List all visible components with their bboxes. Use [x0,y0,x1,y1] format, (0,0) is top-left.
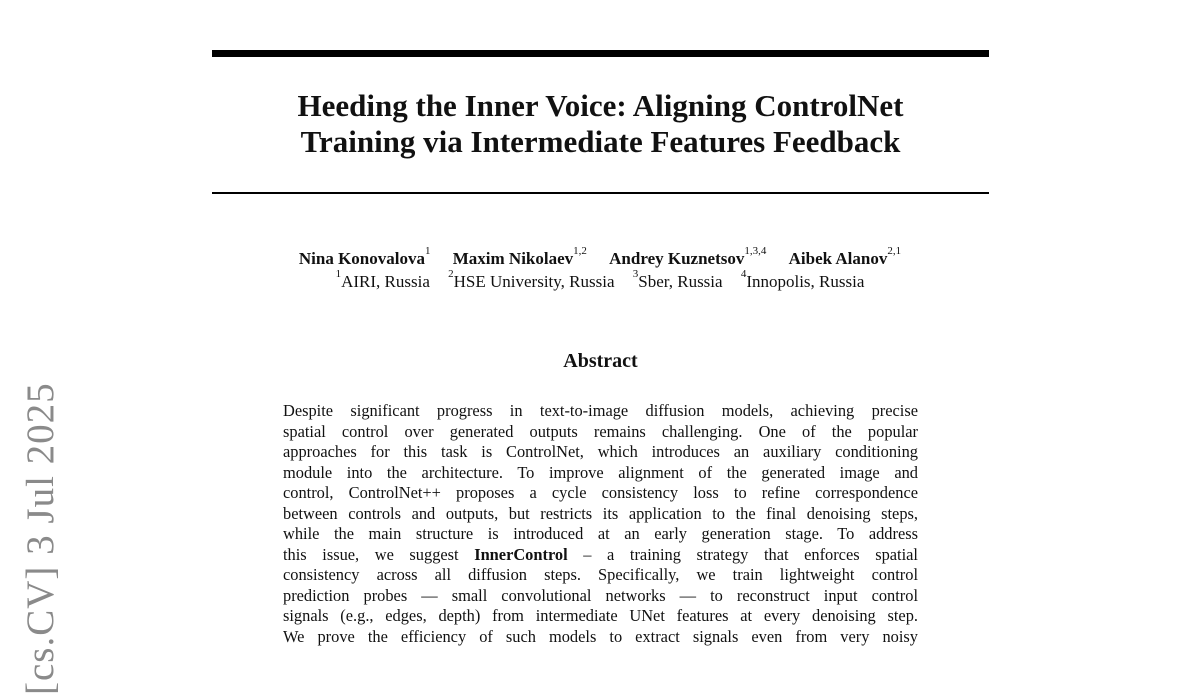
abstract-text [283,401,918,647]
author-list [150,245,1050,270]
author-name: Andrey Kuznetsov$^{1,3,4}$ [609,245,767,268]
abstract-line: module into the architecture. To improve alignment of the generated image and [283,462,918,482]
title-bottom-rule [212,192,989,194]
abstract-line: approaches for this task is ControlNet, which introduces an auxiliary conditioning [283,442,918,461]
affiliation: $^1$AIRI, Russia [335,268,430,291]
arxiv-side-stamp: [cs.CV] 3 Jul 2025 [19,382,62,695]
affiliation: $^2$HSE University, Russia [448,268,615,291]
abstract-line: this issue, we suggest InnerControl – a training strategy that enforces spatial [283,544,918,564]
title-line-2: Training via Intermediate Features Feedback [300,124,901,159]
author-name: Nina Konovalova$^1$ [298,245,431,268]
title-line-1: Heeding the Inner Voice: Aligning ControlNet [297,88,904,123]
abstract-line: while the main structure is introduced at an early generation stage. To address [283,524,918,543]
author-name: Aibek Alanov$^{2,1}$ [788,245,902,268]
abstract-line: signals (e.g., edges, depth) from intermediate UNet features at every denoising step. [283,606,918,625]
abstract-line: Despite significant progress in text-to-image diffusion models, achieving precise [283,401,918,420]
abstract-line: consistency across all diffusion steps. Specifically, we train lightweight control [283,565,918,584]
abstract-heading: Abstract [563,350,638,372]
affiliation: $^3$Sber, Russia [632,268,723,291]
paper-title [212,88,989,160]
affiliation-list [150,268,1050,293]
abstract-line: prediction probes — small convolutional networks — to reconstruct input control [283,585,918,605]
abstract-line: control, ControlNet++ proposes a cycle consistency loss to refine correspondence [283,483,918,502]
abstract-line: spatial control over generated outputs remains challenging. One of the popular [283,421,918,441]
affiliation: $^4$Innopolis, Russia [740,268,865,291]
title-top-rule [212,50,989,57]
author-name: Maxim Nikolaev$^{1,2}$ [452,245,587,268]
abstract-line: between controls and outputs, but restricts its application to the final denoising steps, [283,503,918,523]
method-name: InnerControl [474,544,568,564]
abstract-line: We prove the efficiency of such models to extract signals even from very noisy [283,626,918,646]
